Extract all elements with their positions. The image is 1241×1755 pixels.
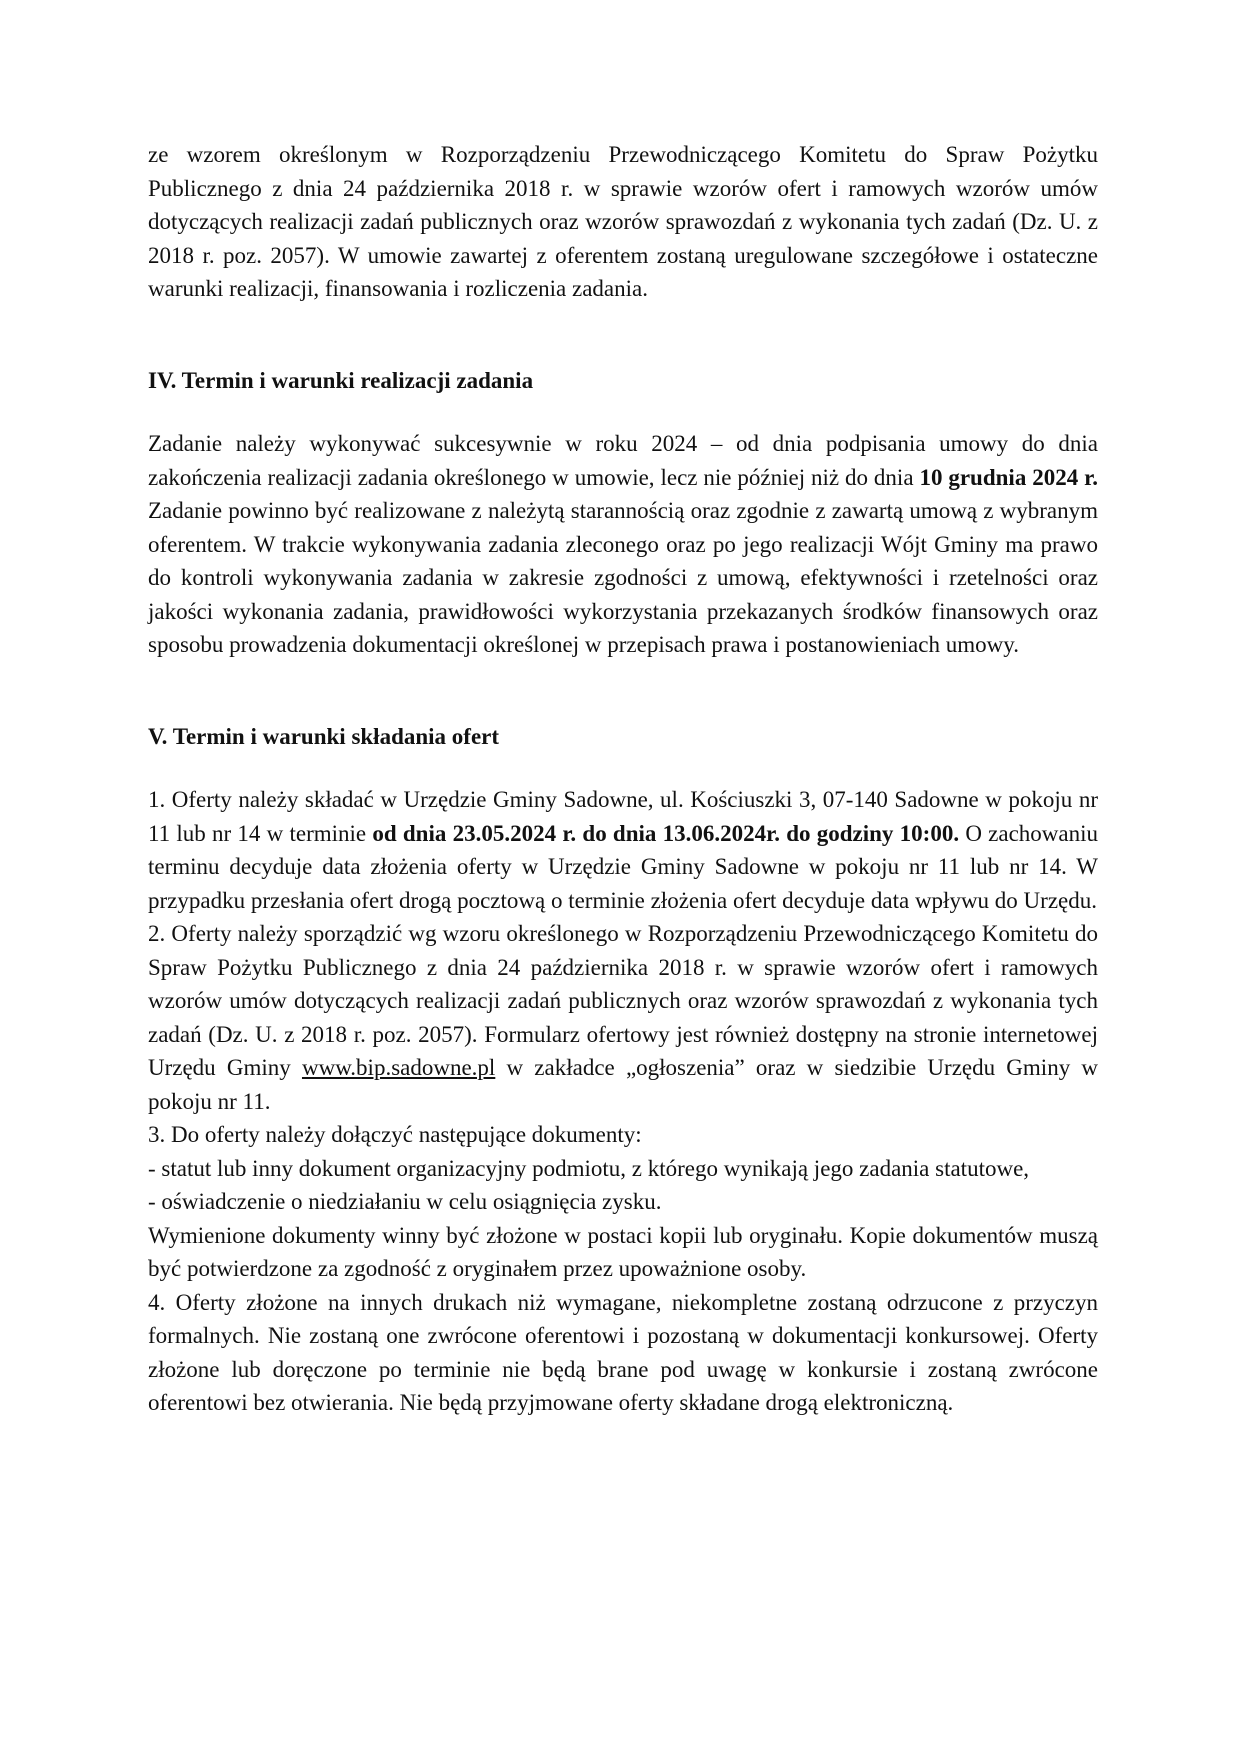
intro-paragraph [148, 138, 1098, 306]
section-5-item-3-dash-1: - statut lub inny dokument organizacyjny podmiotu, z którego wynikają jego zadania statutowe, [148, 1155, 1030, 1181]
section-5-item-3-note: Wymienione dokumenty winny być złożone w postaci kopii lub oryginału. Kopie dokumentów muszą być potwierdzone za zgodność z oryginałem przez upoważnione osoby. [148, 1222, 1098, 1281]
section-4-text-a: Zadanie należy wykonywać sukcesywnie w roku 2024 – od dnia podpisania umowy do dnia zakończenia realizacji zadania określonego w umowie, lecz nie później niż do dnia [148, 431, 1098, 490]
section-5-item-1 [148, 783, 1098, 917]
section-4-text-b: Zadanie powinno być realizowane z należytą starannością oraz zgodnie z zawartą umową z wybranym oferentem. W trakcie wykonywania zadania zleconego oraz po jego realizacji Wójt Gminy ma prawo do kontroli wykonywania zadania w zakresie zgodności z umową, efektywności i rzetelności oraz jakości wykonania zadania, prawidłowości wykorzystania przekazanych środków finansowych oraz sposobu prowadzenia dokumentacji określonej w przepisach prawa i postanowieniach umowy. [148, 498, 1098, 657]
intro-text: ze wzorem określonym w Rozporządzeniu Przewodniczącego Komitetu do Spraw Pożytku Publicznego z dnia 24 października 2018 r. w sprawie wzorów ofert i ramowych wzorów umów dotyczących realizacji zadań publicznych oraz wzorów sprawozdań z wykonania tych zadań (Dz. U. z 2018 r. poz. 2057). W umowie zawartej z oferentem zostaną uregulowane szczegółowe i ostateczne warunki realizacji, finansowania i rozliczenia zadania. [148, 142, 1098, 301]
item-2-text-b: Formularz ofertowy jest również dostępny na stronie internetowej Urzędu Gminy [148, 1021, 1098, 1080]
section-5-heading: V. Termin i warunki składania ofert [148, 723, 500, 749]
spacer [148, 662, 1098, 720]
spacer [148, 306, 1098, 364]
item-2-text-c: w zakładce „ogłoszenia” oraz w siedzibie Urzędu Gminy w pokoju nr 11. [148, 1055, 1098, 1114]
item-2-text-a: 2. Oferty należy sporządzić wg wzoru określonego w Rozporządzeniu Przewodniczącego Komitetu do Spraw Pożytku Publicznego z dnia 24 października 2018 r. w sprawie wzorów ofert i ramowych wzorów umów dotyczących realizacji zadań publicznych oraz wzorów sprawozdań z wykonania tych zadań (Dz. U. z 2018 r. poz. 2057). [148, 921, 1098, 1047]
document-page [148, 138, 1098, 1420]
section-4-heading: IV. Termin i warunki realizacji zadania [148, 367, 534, 393]
item-1-deadline: od dnia 23.05.2024 r. do dnia 13.06.2024r. do godziny 10:00. [372, 820, 960, 846]
section-4-paragraph [148, 427, 1098, 662]
section-4-deadline: 10 grudnia 2024 r. [919, 464, 1098, 490]
section-5-item-3-title: 3. Do oferty należy dołączyć następujące dokumenty: [148, 1122, 642, 1147]
spacer [148, 397, 1098, 427]
bip-website-link[interactable]: www.bip.sadowne.pl [301, 1055, 496, 1080]
item-1-text-b: O zachowaniu terminu decyduje data złożenia oferty w Urzędzie Gminy Sadowne w pokoju nr 11 lub nr 14. W przypadku przesłania ofert drogą pocztową o terminie złożenia ofert decyduje data wpływu do Urzędu. [148, 820, 1098, 913]
spacer [148, 753, 1098, 783]
section-5-item-3-dash-2: - oświadczenie o niedziałaniu w celu osiągnięcia zysku. [148, 1189, 662, 1214]
section-5-item-2 [148, 917, 1098, 1118]
section-5-item-4: 4. Oferty złożone na innych drukach niż wymagane, niekompletne zostaną odrzucone z przyczyn formalnych. Nie zostaną one zwrócone oferentowi i pozostaną w dokumentacji konkursowej. Oferty złożone lub doręczone po terminie nie będą brane pod uwagę w konkursie i zostaną zwrócone oferentowi bez otwierania. Nie będą przyjmowane oferty składane drogą elektroniczną. [148, 1289, 1098, 1415]
item-1-text-a: 1. Oferty należy składać w Urzędzie Gminy Sadowne, ul. Kościuszki 3, 07-140 Sadowne w pokoju nr 11 lub nr 14 w terminie [148, 787, 1098, 846]
